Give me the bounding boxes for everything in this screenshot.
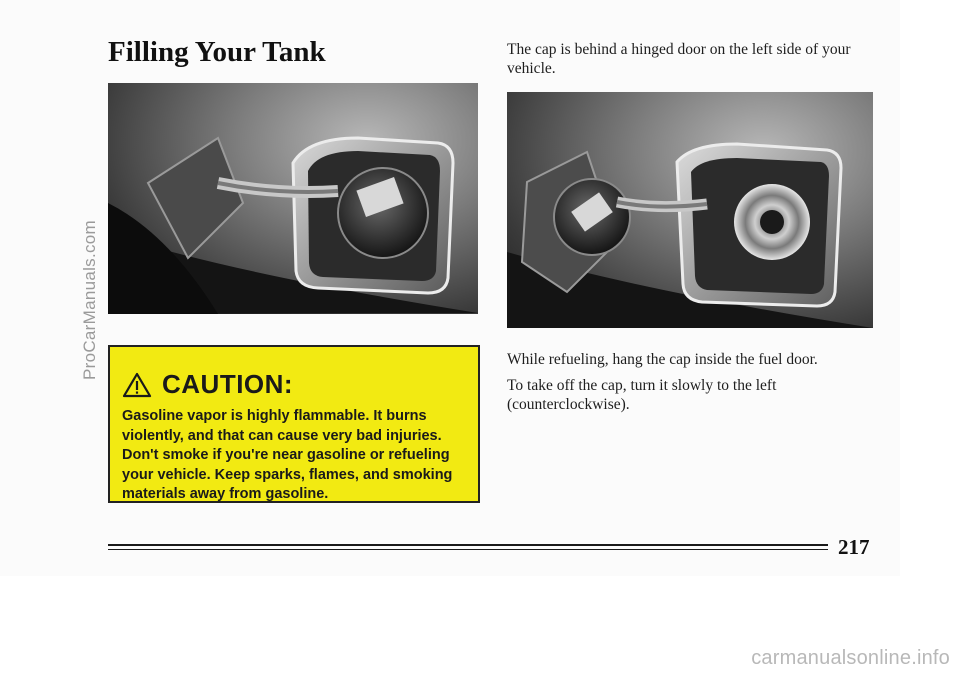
photo-fuel-door-cap-installed: [108, 83, 478, 314]
side-watermark-text: ProCarManuals.com: [80, 219, 99, 381]
footer-rule-thick: [108, 544, 828, 546]
remove-cap-paragraph: To take off the cap, turn it slowly to the left (counterclockwise).: [507, 377, 777, 413]
cap-location-paragraph: The cap is behind a hinged door on the left side of your vehicle.: [507, 41, 851, 77]
page-number: 217: [838, 535, 870, 559]
page-title: Filling Your Tank: [108, 36, 326, 68]
footer-rule-thin: [108, 549, 828, 550]
refueling-paragraph: While refueling, hang the cap inside the fuel door.: [507, 351, 818, 368]
caution-text: Gasoline vapor is highly flammable. It burns violently, and that can cause very bad injuries. Don't smoke if you're near gasoline or refueling your vehicle. Keep sparks, flames, and smoking materials away from gasoline.: [122, 408, 453, 502]
caution-header: [122, 369, 293, 400]
fuel-door-open-illustration: [507, 92, 873, 328]
photo-fuel-door-cap-hanging: [507, 92, 873, 328]
fuel-door-illustration: [108, 83, 478, 314]
bottom-watermark: carmanualsonline.info: [751, 647, 950, 669]
caution-box: [108, 345, 480, 503]
caution-heading: CAUTION:: [162, 369, 294, 399]
warning-triangle-icon: [122, 372, 152, 398]
